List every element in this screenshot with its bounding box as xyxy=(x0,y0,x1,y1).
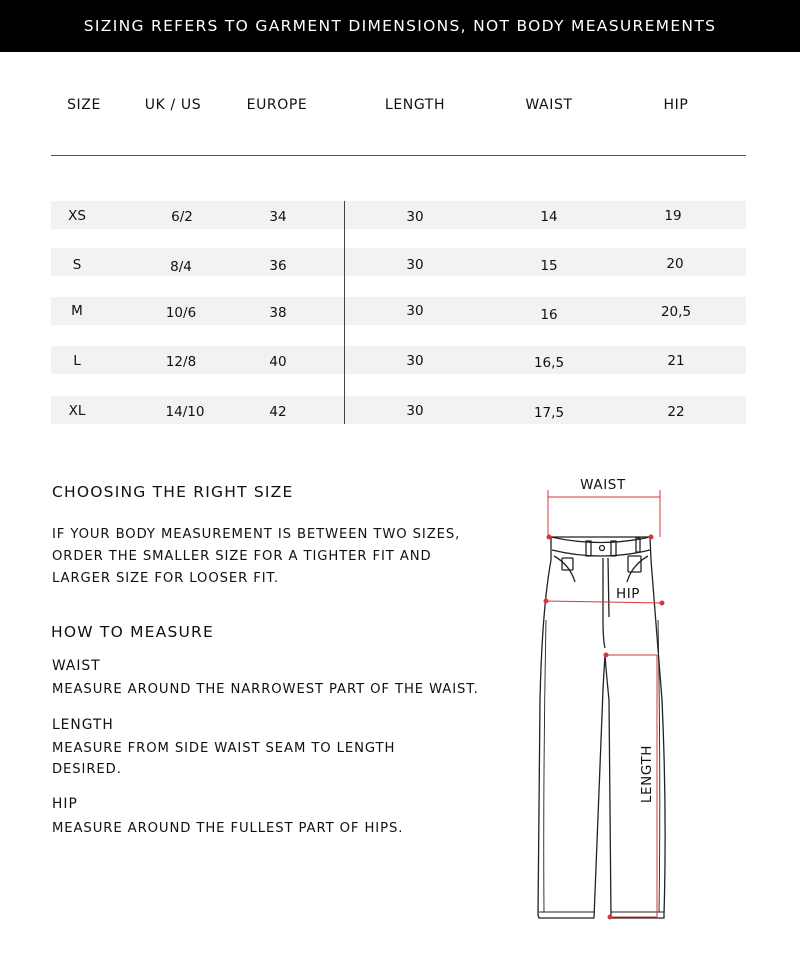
diagram-waist-label: WAIST xyxy=(580,477,626,493)
column-divider xyxy=(344,201,345,424)
pants-outline xyxy=(538,537,665,918)
table-row-xl xyxy=(51,396,746,424)
table-row-l xyxy=(51,346,746,374)
banner-text: SIZING REFERS TO GARMENT DIMENSIONS, NOT BODY MEASUREMENTS xyxy=(83,17,717,35)
diagram-hip-label: HIP xyxy=(615,586,641,602)
pants-measurement-diagram xyxy=(520,470,690,930)
cell-europe: 34 xyxy=(269,209,287,225)
header-divider xyxy=(51,155,746,156)
cell-size: L xyxy=(73,353,81,369)
cell-waist: 14 xyxy=(540,209,558,225)
cell-europe: 42 xyxy=(269,404,287,420)
cell-uk-us: 14/10 xyxy=(165,404,205,420)
cell-waist: 16 xyxy=(540,307,558,323)
cell-length: 30 xyxy=(406,403,424,419)
hip-measure-line xyxy=(546,601,662,603)
choosing-text-line-2: ORDER THE SMALLER SIZE FOR A TIGHTER FIT AND xyxy=(52,549,432,564)
cell-uk-us: 12/8 xyxy=(165,354,197,370)
cell-europe: 38 xyxy=(269,305,287,321)
cell-waist: 17,5 xyxy=(533,405,565,421)
table-row-s xyxy=(51,248,746,276)
cell-uk-us: 10/6 xyxy=(165,305,197,321)
waist-label: WAIST xyxy=(52,658,101,674)
cell-length: 30 xyxy=(406,257,424,273)
cell-waist: 16,5 xyxy=(533,355,565,371)
table-row-m xyxy=(51,297,746,325)
table-row-xs xyxy=(51,201,746,229)
cell-hip: 19 xyxy=(664,208,682,224)
header-europe: EUROPE xyxy=(246,97,308,113)
cell-hip: 22 xyxy=(667,404,685,420)
cell-hip: 20 xyxy=(666,256,684,272)
cell-europe: 36 xyxy=(269,258,287,274)
cell-length: 30 xyxy=(406,353,424,369)
hip-text: MEASURE AROUND THE FULLEST PART OF HIPS. xyxy=(52,821,404,836)
length-text-line-1: MEASURE FROM SIDE WAIST SEAM TO LENGTH xyxy=(52,741,396,756)
diagram-length-label: LENGTH xyxy=(639,744,655,804)
choosing-text-line-1: IF YOUR BODY MEASUREMENT IS BETWEEN TWO SIZES, xyxy=(52,527,461,542)
cell-size: M xyxy=(71,303,83,319)
cell-uk-us: 8/4 xyxy=(170,259,192,275)
header-uk-us: UK / US xyxy=(144,97,202,113)
sizing-banner xyxy=(0,0,800,52)
cell-length: 30 xyxy=(406,209,424,225)
cell-uk-us: 6/2 xyxy=(171,209,193,225)
header-waist: WAIST xyxy=(525,97,573,113)
header-length: LENGTH xyxy=(384,97,446,113)
length-text-line-2: DESIRED. xyxy=(52,762,122,777)
cell-length: 30 xyxy=(406,303,424,319)
cell-size: XS xyxy=(68,208,86,224)
header-hip: HIP xyxy=(663,97,689,113)
cell-waist: 15 xyxy=(540,258,558,274)
waistband xyxy=(551,537,650,543)
cell-europe: 40 xyxy=(269,354,287,370)
hip-label: HIP xyxy=(52,796,78,812)
cell-size: XL xyxy=(68,403,86,419)
choosing-text-line-3: LARGER SIZE FOR LOOSER FIT. xyxy=(52,571,280,586)
choosing-title: CHOOSING THE RIGHT SIZE xyxy=(52,483,294,501)
cell-hip: 20,5 xyxy=(660,304,692,320)
cell-size: S xyxy=(72,257,82,273)
cell-hip: 21 xyxy=(667,353,685,369)
how-to-measure-title: HOW TO MEASURE xyxy=(51,623,215,641)
waist-text: MEASURE AROUND THE NARROWEST PART OF THE WAIST. xyxy=(52,682,479,697)
length-label: LENGTH xyxy=(52,717,114,733)
header-size: SIZE xyxy=(67,97,101,113)
